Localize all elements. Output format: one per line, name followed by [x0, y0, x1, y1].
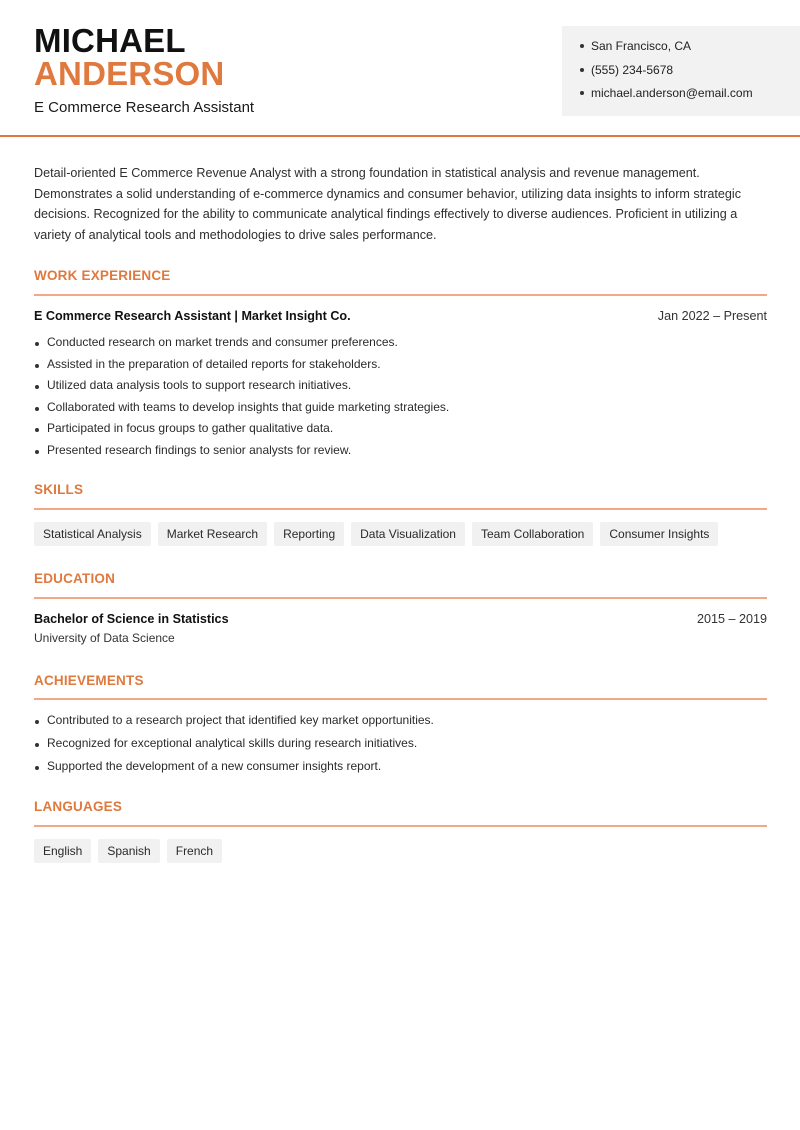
section-title-languages: LANGUAGES	[34, 799, 123, 814]
work-bullet: Conducted research on market trends and consumer preferences.	[34, 335, 767, 357]
section-divider	[34, 508, 767, 510]
contact-location	[580, 38, 800, 62]
school-name: University of Data Science	[34, 631, 175, 645]
first-name: MICHAEL	[34, 22, 186, 59]
work-bullet: Collaborated with teams to develop insights that guide marketing strategies.	[34, 400, 767, 422]
bullet-icon	[580, 91, 584, 95]
bullet-icon	[580, 44, 584, 48]
skills-list	[34, 522, 718, 546]
education-years: 2015 – 2019	[696, 612, 767, 626]
skill-chip: Data Visualization	[351, 522, 465, 546]
job-dates: Jan 2022 – Present	[657, 309, 767, 323]
email-text: michael.anderson@email.com	[591, 86, 753, 100]
language-chip: English	[34, 839, 91, 863]
work-bullet: Assisted in the preparation of detailed reports for stakeholders.	[34, 357, 767, 379]
work-bullets	[34, 335, 767, 464]
contact-phone	[580, 62, 800, 86]
languages-list	[34, 839, 222, 863]
skill-chip: Team Collaboration	[472, 522, 593, 546]
section-divider	[34, 294, 767, 296]
section-title-work: WORK EXPERIENCE	[34, 268, 171, 283]
location-text: San Francisco, CA	[591, 39, 692, 53]
achievement-bullets	[34, 713, 767, 782]
work-bullet: Presented research findings to senior analysts for review.	[34, 443, 767, 465]
phone-text: (555) 234-5678	[591, 62, 674, 77]
section-divider	[34, 698, 767, 700]
skill-chip: Consumer Insights	[600, 522, 718, 546]
summary-paragraph: Detail-oriented E Commerce Revenue Analyst with a strong foundation in statistical analysis and revenue management. Demonstrates a solid understanding of e-commerce dynamics and consumer behavior, utilizing data insights to inform strategic decisions. Recognized for the ability to communicate analytical findings effectively to diverse audiences. Proficient in utilizing a variety of analytical tools and methodologies to drive sales performance.	[34, 166, 741, 242]
language-chip: French	[167, 839, 222, 863]
last-name: ANDERSON	[34, 55, 225, 92]
skill-chip: Statistical Analysis	[34, 522, 151, 546]
skill-chip: Market Research	[158, 522, 267, 546]
achievement-bullet: Supported the development of a new consumer insights report.	[34, 759, 767, 782]
section-title-achievements: ACHIEVEMENTS	[34, 673, 144, 688]
bullet-icon	[580, 68, 584, 72]
contact-box	[562, 26, 800, 116]
work-bullet: Utilized data analysis tools to support research initiatives.	[34, 378, 767, 400]
job-header	[34, 309, 767, 323]
job-role: E Commerce Research Assistant | Market Insight Co.	[34, 309, 351, 323]
section-title-skills: SKILLS	[34, 482, 84, 497]
achievement-bullet: Recognized for exceptional analytical skills during research initiatives.	[34, 736, 767, 759]
education-header	[34, 612, 767, 626]
language-chip: Spanish	[98, 839, 159, 863]
contact-email	[580, 85, 800, 109]
work-bullet: Participated in focus groups to gather qualitative data.	[34, 421, 767, 443]
job-title: E Commerce Research Assistant	[34, 99, 255, 116]
skill-chip: Reporting	[274, 522, 344, 546]
degree-name: Bachelor of Science in Statistics	[34, 612, 229, 626]
achievement-bullet: Contributed to a research project that identified key market opportunities.	[34, 713, 767, 736]
resume-header	[0, 0, 800, 137]
section-title-education: EDUCATION	[34, 571, 116, 586]
section-divider	[34, 597, 767, 599]
section-divider	[34, 825, 767, 827]
